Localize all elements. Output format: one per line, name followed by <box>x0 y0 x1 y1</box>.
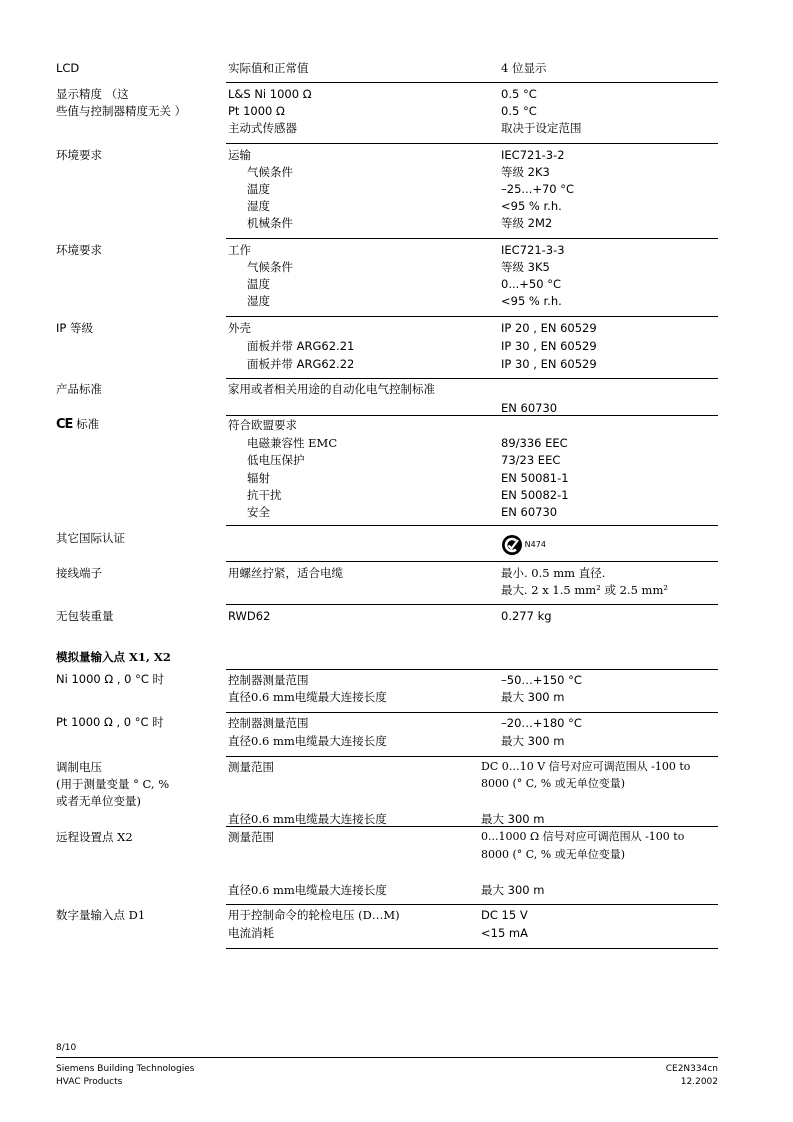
n474-text: N474 <box>524 540 546 549</box>
label-mod-1: 调制电压 <box>56 760 102 774</box>
accuracy-r3a: 主动式传感器 <box>228 121 297 135</box>
remote-a0: 测量范围 <box>228 830 274 844</box>
weight-a0: RWD62 <box>228 609 271 623</box>
env-operation-b2: 0...+50 °C <box>501 277 561 291</box>
ce-a2: 低电压保护 <box>247 453 305 467</box>
lcd-value-a: 实际值和正常值 <box>228 61 309 75</box>
digital-b0: DC 15 V <box>481 908 528 922</box>
product-std-a0: 家用或者相关用途的自动化电气控制标准 <box>228 382 435 396</box>
ni-a0: 控制器测量范围 <box>228 673 309 687</box>
ce-a3: 辐射 <box>247 471 270 485</box>
footer-rule <box>56 1057 718 1058</box>
digital-a1: 电流消耗 <box>228 926 274 940</box>
remote-b0b: 8000 (° C, % 或无单位变量) <box>481 848 626 861</box>
terminals-a0: 用螺丝拧紧，适合电缆 <box>228 566 343 580</box>
rule <box>226 604 718 605</box>
env-transport-b1: 等级 2K3 <box>501 165 550 179</box>
ce-b3: EN 50081-1 <box>501 471 569 485</box>
page-number: 8/10 <box>56 1043 77 1053</box>
env-transport-b4: 等级 2M2 <box>501 216 553 230</box>
label-ce-text: 标准 <box>76 417 100 431</box>
ce-a4: 抗干扰 <box>247 488 282 502</box>
rule <box>226 316 718 317</box>
env-operation-a0: 工作 <box>228 243 251 257</box>
ce-a1: 电磁兼容性 EMC <box>247 436 338 450</box>
label-terminals: 接线端子 <box>56 566 102 580</box>
section-title-analog: 模拟量输入点 X1, X2 <box>56 650 171 664</box>
label-env-transport: 环境要求 <box>56 148 102 162</box>
ce-b1: 89/336 EEC <box>501 436 568 450</box>
accuracy-r1a: L&S Ni 1000 Ω <box>228 87 312 101</box>
ip-b1: IP 30 , EN 60529 <box>501 339 597 353</box>
ce-b5: EN 60730 <box>501 505 558 519</box>
n474-mark <box>501 534 546 556</box>
digital-a0: 用于控制命令的轮检电压 (D…M) <box>228 908 400 922</box>
ip-b2: IP 30 , EN 60529 <box>501 357 597 371</box>
label-pt: Pt 1000 Ω , 0 °C 时 <box>56 715 164 729</box>
footer-company: Siemens Building Technologies <box>56 1064 195 1074</box>
ni-b0: –50…+150 °C <box>501 673 582 687</box>
accuracy-r3b: 取决于设定范围 <box>501 121 582 135</box>
label-ip: IP 等级 <box>56 321 93 335</box>
env-transport-b0: IEC721-3-2 <box>501 148 565 162</box>
pt-a1: 直径0.6 mm电缆最大连接长度 <box>228 734 387 748</box>
label-mod-3: 或者无单位变量) <box>56 794 141 808</box>
label-digital: 数字量输入点 D1 <box>56 908 146 922</box>
env-operation-a2: 温度 <box>247 277 270 291</box>
mod-b0b: 8000 (° C, % 或无单位变量) <box>481 777 626 790</box>
label-ce <box>56 417 99 432</box>
ni-a1: 直径0.6 mm电缆最大连接长度 <box>228 690 387 704</box>
remote-a1: 直径0.6 mm电缆最大连接长度 <box>228 883 387 897</box>
env-operation-b1: 等级 3K5 <box>501 260 550 274</box>
ctick-logo-icon <box>501 534 523 556</box>
remote-b1: 最大 300 m <box>481 883 545 897</box>
rule <box>226 143 718 144</box>
label-env-operation: 环境要求 <box>56 243 102 257</box>
ip-a1: 面板并带 ARG62.21 <box>247 339 355 353</box>
rule <box>226 525 718 526</box>
accuracy-r2a: Pt 1000 Ω <box>228 104 285 118</box>
rule <box>226 561 718 562</box>
accuracy-r1b: 0.5 °C <box>501 87 537 101</box>
label-accuracy-2: 些值与控制器精度无关 ） <box>56 104 187 118</box>
ce-b2: 73/23 EEC <box>501 453 561 467</box>
rule <box>226 712 718 713</box>
digital-b1: <15 mA <box>481 926 528 940</box>
lcd-value-b: 4 位显示 <box>501 61 547 75</box>
ip-a2: 面板并带 ARG62.22 <box>247 357 355 371</box>
rule <box>226 826 718 827</box>
product-std-b1: EN 60730 <box>501 401 558 415</box>
env-operation-b0: IEC721-3-3 <box>501 243 565 257</box>
label-weight: 无包装重量 <box>56 609 114 623</box>
label-accuracy-1: 显示精度 （这 <box>56 87 129 101</box>
label-intl: 其它国际认证 <box>56 531 125 545</box>
rule <box>226 415 718 416</box>
footer-division: HVAC Products <box>56 1077 123 1087</box>
mod-b1: 最大 300 m <box>481 812 545 826</box>
rule <box>226 669 718 670</box>
rule <box>226 904 718 905</box>
pt-b1: 最大 300 m <box>501 734 565 748</box>
rule <box>226 756 718 757</box>
env-transport-a4: 机械条件 <box>247 216 293 230</box>
env-transport-a3: 湿度 <box>247 199 270 213</box>
label-remote: 远程设置点 X2 <box>56 830 133 844</box>
rule <box>226 948 718 949</box>
ip-b0: IP 20 , EN 60529 <box>501 321 597 335</box>
env-operation-a1: 气候条件 <box>247 260 293 274</box>
env-transport-a2: 温度 <box>247 182 270 196</box>
ce-a5: 安全 <box>247 505 270 519</box>
ce-a0: 符合欧盟要求 <box>228 418 297 432</box>
env-transport-a0: 运输 <box>228 148 251 162</box>
rule <box>226 82 718 83</box>
terminals-b1: 最大. 2 x 1.5 mm² 或 2.5 mm² <box>501 583 668 597</box>
rule <box>226 378 718 379</box>
footer-docno: CE2N334cn <box>665 1064 718 1074</box>
env-transport-a1: 气候条件 <box>247 165 293 179</box>
remote-b0: 0...1000 Ω 信号对应可调范围从 -100 to <box>481 830 685 843</box>
ce-b4: EN 50082-1 <box>501 488 569 502</box>
ce-mark-icon: CE <box>56 417 73 432</box>
env-operation-b3: <95 % r.h. <box>501 294 562 308</box>
label-product-std: 产品标准 <box>56 382 102 396</box>
footer-date: 12.2002 <box>680 1077 718 1087</box>
mod-a1: 直径0.6 mm电缆最大连接长度 <box>228 812 387 826</box>
pt-a0: 控制器测量范围 <box>228 716 309 730</box>
terminals-b0: 最小. 0.5 mm 直径. <box>501 566 606 580</box>
accuracy-r2b: 0.5 °C <box>501 104 537 118</box>
label-lcd: LCD <box>56 61 80 75</box>
mod-b0: DC 0…10 V 信号对应可调范围从 -100 to <box>481 760 691 773</box>
label-ni: Ni 1000 Ω , 0 °C 时 <box>56 672 165 686</box>
env-transport-b3: <95 % r.h. <box>501 199 562 213</box>
env-transport-b2: –25...+70 °C <box>501 182 575 196</box>
mod-a0: 测量范围 <box>228 760 274 774</box>
env-operation-a3: 湿度 <box>247 294 270 308</box>
weight-b0: 0.277 kg <box>501 609 552 623</box>
pt-b0: –20…+180 °C <box>501 716 582 730</box>
label-mod-2: (用于测量变量 ° C, % <box>56 777 170 791</box>
ip-a0: 外壳 <box>228 321 251 335</box>
ni-b1: 最大 300 m <box>501 690 565 704</box>
rule <box>226 238 718 239</box>
